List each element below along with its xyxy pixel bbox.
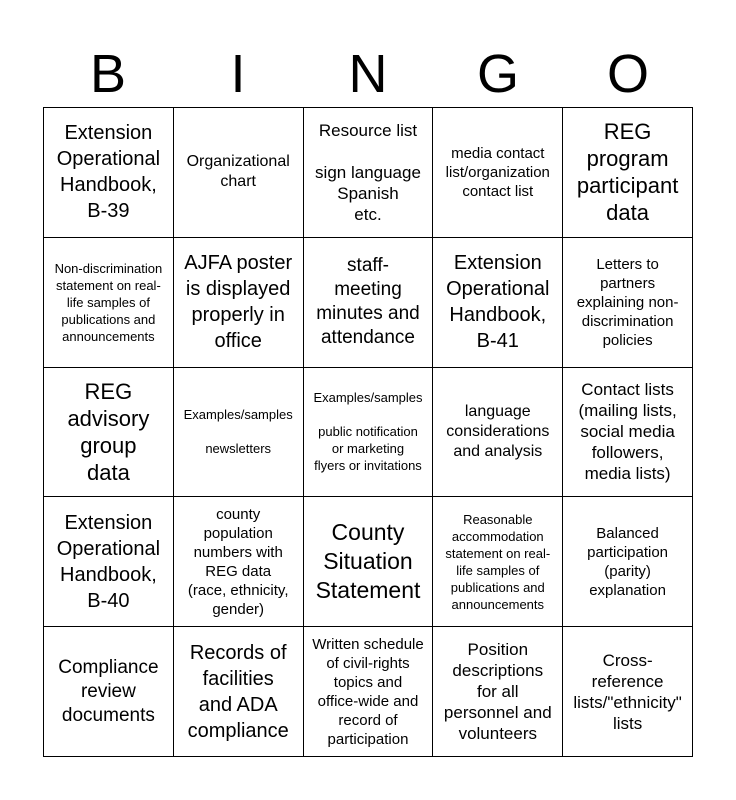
header-letter-i: I	[230, 44, 246, 104]
bingo-cell-r2-c1[interactable]: Non-discrimination statement on real- life samples of publications and announcements	[44, 238, 174, 368]
bingo-cell-r2-c4[interactable]: Extension Operational Handbook, B-41	[433, 238, 563, 368]
bingo-cell-r3-c4[interactable]: language considerations and analysis	[433, 368, 563, 498]
bingo-cell-r1-c4[interactable]: media contact list/organization contact list	[433, 108, 563, 238]
bingo-cell-r5-c4[interactable]: Position descriptions for all personnel and volunteers	[433, 627, 563, 757]
bingo-cell-r1-c5[interactable]: REG program participant data	[563, 108, 693, 238]
bingo-cell-r3-c2[interactable]: Examples/samples newsletters	[174, 368, 304, 498]
bingo-cell-r4-c2[interactable]: county population numbers with REG data (race, ethnicity, gender)	[174, 497, 304, 627]
header-letter-b: B	[89, 44, 127, 104]
bingo-cell-r1-c1[interactable]: Extension Operational Handbook, B-39	[44, 108, 174, 238]
bingo-cell-r5-c3[interactable]: Written schedule of civil-rights topics and office-wide and record of participation	[304, 627, 434, 757]
header-letter-o: O	[606, 44, 649, 104]
bingo-cell-r5-c2[interactable]: Records of facilities and ADA compliance	[174, 627, 304, 757]
bingo-cell-r2-c5[interactable]: Letters to partners explaining non- discrimination policies	[563, 238, 693, 368]
bingo-cell-r2-c3[interactable]: staff- meeting minutes and attendance	[304, 238, 434, 368]
header-letter-g: G	[476, 44, 519, 104]
bingo-header	[43, 40, 693, 108]
bingo-cell-r5-c1[interactable]: Compliance review documents	[44, 627, 174, 757]
bingo-card-grid	[43, 107, 693, 757]
bingo-cell-r4-c5[interactable]: Balanced participation (parity) explanation	[563, 497, 693, 627]
bingo-cell-r4-c3[interactable]: County Situation Statement	[304, 497, 434, 627]
bingo-cell-r4-c1[interactable]: Extension Operational Handbook, B-40	[44, 497, 174, 627]
bingo-cell-r1-c2[interactable]: Organizational chart	[174, 108, 304, 238]
bingo-cell-r2-c2[interactable]: AJFA poster is displayed properly in office	[174, 238, 304, 368]
bingo-cell-r3-c1[interactable]: REG advisory group data	[44, 368, 174, 498]
bingo-cell-r1-c3[interactable]: Resource list sign language Spanish etc.	[304, 108, 434, 238]
bingo-cell-r5-c5[interactable]: Cross- reference lists/"ethnicity" lists	[563, 627, 693, 757]
bingo-cell-r3-c3[interactable]: Examples/samples public notification or marketing flyers or invitations	[304, 368, 434, 498]
bingo-cell-r3-c5[interactable]: Contact lists (mailing lists, social media followers, media lists)	[563, 368, 693, 498]
header-letter-n: N	[348, 44, 388, 104]
bingo-cell-r4-c4[interactable]: Reasonable accommodation statement on real- life samples of publications and announcements	[433, 497, 563, 627]
